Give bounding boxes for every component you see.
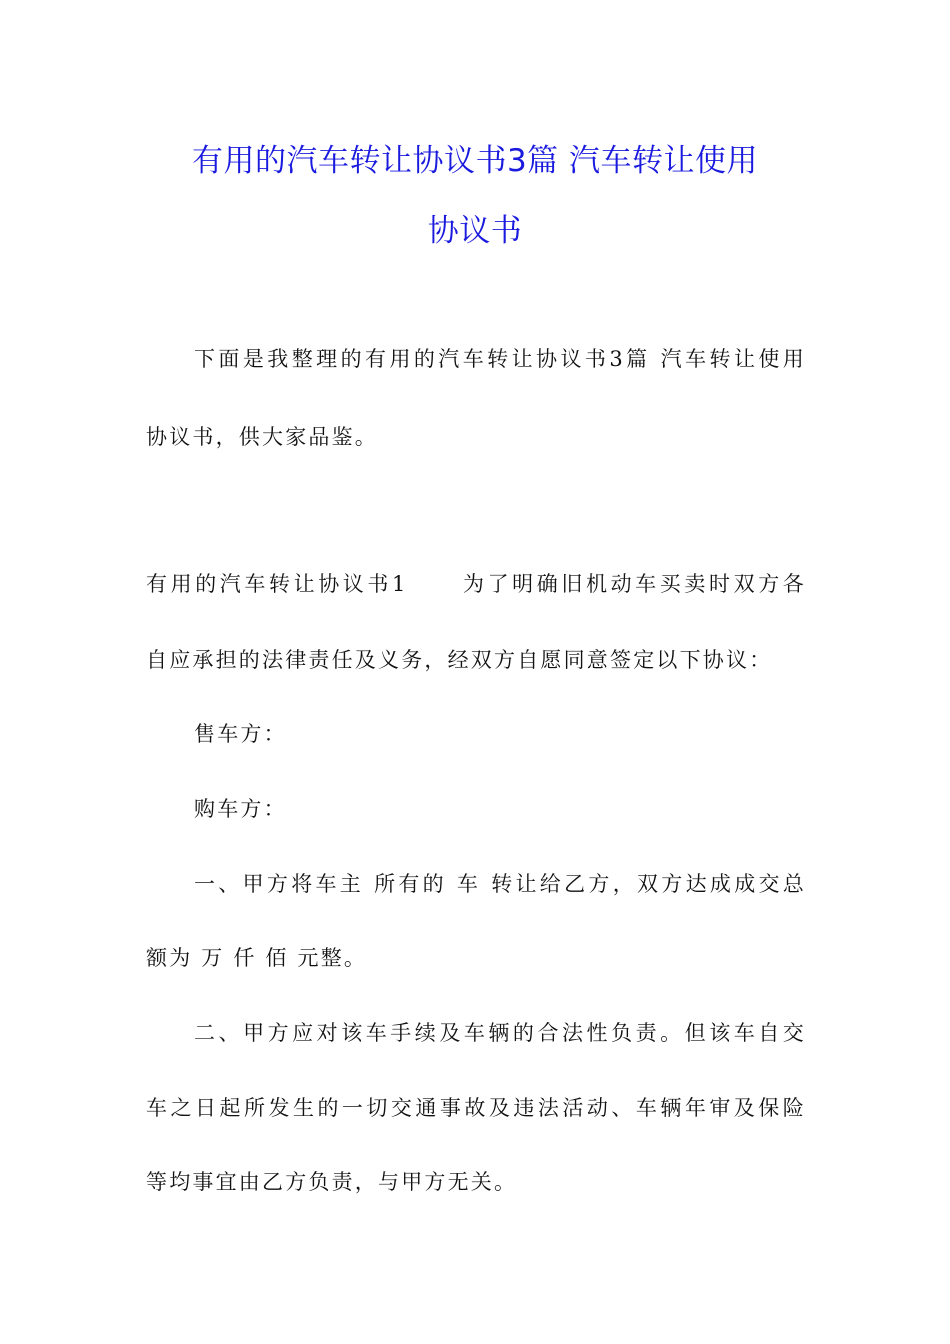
section-1-heading: 有用的汽车转让协议书1	[146, 572, 408, 596]
document-title-line-1: 有用的汽车转让协议书3篇 汽车转让使用	[191, 143, 759, 179]
clause-2-line-3: 等均事宜由乙方负责，与甲方无关。	[146, 1170, 518, 1194]
section-1-intro-line-2: 自应承担的法律责任及义务，经双方自愿同意签定以下协议：	[146, 648, 773, 672]
clause-1-line-1: 一、甲方将车主 所有的 车 转让给乙方，双方达成成交总	[194, 872, 806, 896]
clause-1-line-2: 额为 万 仟 佰 元整。	[146, 946, 368, 970]
seller-label: 售车方：	[194, 722, 287, 746]
clause-2-line-1: 二、甲方应对该车手续及车辆的合法性负责。但该车自交	[194, 1021, 806, 1045]
buyer-label: 购车方：	[194, 797, 287, 821]
intro-line-1: 下面是我整理的有用的汽车转让协议书3篇 汽车转让使用	[194, 347, 806, 371]
section-1-heading-line	[146, 570, 806, 598]
clause-2-line-2: 车之日起所发生的一切交通事故及违法活动、车辆年审及保险	[146, 1096, 806, 1120]
intro-line-2: 协议书，供大家品鉴。	[146, 425, 378, 449]
document-title-line-2: 协议书	[427, 213, 523, 249]
section-1-intro-text: 为了明确旧机动车买卖时双方各	[461, 572, 806, 596]
